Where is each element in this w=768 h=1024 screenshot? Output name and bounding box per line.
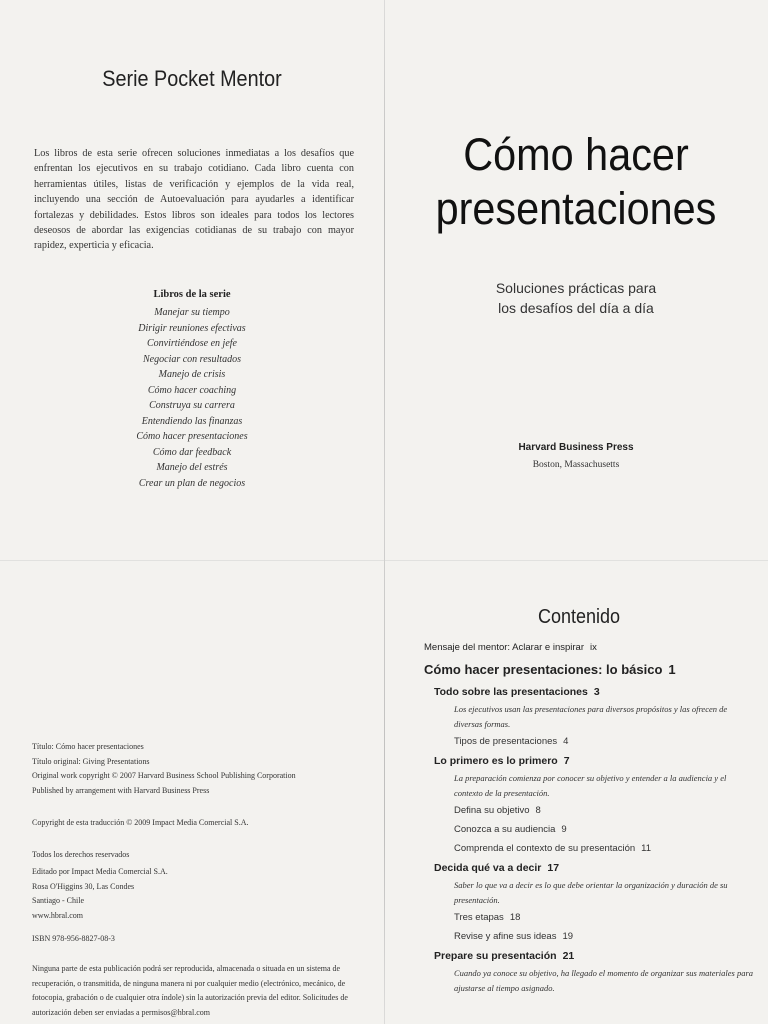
book-item: Entendiendo las finanzas [141, 415, 243, 427]
arrangement-note: Published by arrangement with Harvard Business Press [32, 785, 210, 795]
title-line: Título: Cómo hacer presentaciones [32, 742, 144, 751]
toc-section-entry [454, 843, 754, 854]
toc-entry-label: Todo sobre las presentaciones [434, 686, 588, 698]
series-page [0, 0, 384, 560]
toc-page-number: 18 [509, 912, 521, 923]
toc-section-entry [454, 736, 754, 747]
toc-entry-label: Revise y afine sus ideas [454, 931, 557, 942]
toc-page-number: 9 [561, 824, 567, 835]
book-title-line2: presentaciones [435, 183, 717, 234]
title-credits [32, 740, 362, 798]
isbn: ISBN 978-956-8827-08-3 [32, 934, 115, 943]
reproduction-notice: Ninguna parte de esta publicación podrá ser reproducida, almacenada o situada en un sistema de recuperación, o transmitida, de ninguna manera ni por cualquier medio (electrónico, mecánico, de fotocopia, grabación o de cualquier otra índole) sin la autorización previa del editor. Solicitudes de autorización deben ser enviadas a permisos@hbral.com [32, 964, 348, 1017]
toc-chapter-description: Cuando ya conoce su objetivo, ha llegado el momento de organizar sus materiales para ajustarse al tiempo asignado. [454, 968, 754, 993]
book-item: Cómo hacer presentaciones [136, 431, 248, 442]
toc-section-entry [454, 805, 754, 816]
toc-page-number: 3 [593, 686, 600, 698]
toc-entry-label: Lo primero es lo primero [434, 755, 558, 767]
book-item: Negociar con resultados [143, 353, 241, 365]
toc-chapter-entry [434, 755, 754, 767]
toc-part-entry [424, 662, 754, 677]
toc-chapter-entry [434, 686, 754, 698]
book-item: Construya su carrera [149, 400, 235, 411]
book-subtitle [384, 278, 768, 318]
toc-section-entry [454, 912, 754, 923]
toc-chapter-entry [434, 950, 754, 962]
book-item: Manejo del estrés [156, 462, 228, 473]
editor-address: Rosa O'Higgins 30, Las Condes [32, 881, 135, 891]
contents-title: Contenido [537, 606, 621, 628]
publisher-city: Boston, Massachusetts [532, 460, 620, 470]
book-title [399, 128, 752, 236]
translation-copyright-block [32, 816, 362, 831]
toc-entry-label: Cómo hacer presentaciones: lo básico [424, 662, 663, 677]
books-list [0, 305, 384, 491]
book-title-line1: Cómo hacer [463, 129, 689, 180]
toc-entry-label: Decida qué va a decir [434, 862, 542, 874]
toc-entry-label: Defina su objetivo [454, 805, 530, 816]
book-item: Manejo de crisis [158, 369, 226, 380]
editor-website: www.hbral.com [32, 910, 84, 920]
books-heading: Libros de la serie [153, 289, 231, 300]
toc-page-number: 19 [562, 931, 574, 942]
book-subtitle-line2: los desafíos del día a día [498, 300, 654, 316]
original-title: Título original: Giving Presentations [32, 756, 150, 766]
title-page [384, 0, 768, 560]
toc-entry-label: Conozca a su audiencia [454, 824, 556, 835]
toc-page-number: 11 [641, 843, 652, 854]
book-item: Cómo hacer coaching [147, 384, 237, 396]
toc-page-number: 4 [563, 736, 569, 747]
table-of-contents [424, 642, 754, 1000]
toc-section-entry [454, 824, 754, 835]
toc-page-number: 1 [668, 662, 676, 677]
editor-city: Santiago - Chile [32, 896, 84, 905]
book-item: Convirtiéndose en jefe [147, 338, 237, 349]
toc-chapter-entry [434, 862, 754, 874]
translation-copyright: Copyright de esta traducción © 2009 Impact Media Comercial S.A. [32, 818, 249, 827]
rights-block [32, 848, 362, 863]
toc-chapter-description: La preparación comienza por conocer su objetivo y entender a la audiencia y el contexto de la presentación. [454, 773, 727, 798]
book-item: Manejar su tiempo [154, 307, 230, 318]
book-item: Crear un plan de negocios [138, 477, 246, 489]
toc-entry-label: Mensaje del mentor: Aclarar e inspirar [424, 642, 584, 653]
toc-entry-label: Comprenda el contexto de su presentación [454, 843, 636, 854]
toc-chapter-description: Los ejecutivos usan las presentaciones para diversos propósitos y las ofrecen de diversas formas. [454, 704, 728, 729]
toc-entry-label: Prepare su presentación [434, 950, 557, 962]
toc-page-number: ix [590, 642, 597, 653]
series-description: Los libros de esta serie ofrecen soluciones inmediatas a los desafíos que enfrentan los ejecutivos en su trabajo cotidiano. Cada libro cuenta con herramientas útiles, listas de verificación y ejemplos de la vida real, incluyendo una sección de Autoevaluación para ayudarles a identificar fortalezas y debilidades. Estos libros son ideales para todos los lectores deseosos de abordar las exigencias cotidianas de su trabajo con mayor rapidez, expertìcia y eficacia. [34, 148, 354, 252]
toc-chapter-description: Saber lo que va a decir es lo que debe orientar la organización y duración de su presentación. [454, 880, 728, 905]
book-item: Cómo dar feedback [152, 446, 232, 458]
book-item: Dirigir reuniones efectivas [138, 322, 246, 334]
toc-page-number: 21 [562, 950, 575, 962]
series-title: Serie Pocket Mentor [102, 66, 282, 91]
toc-page-number: 8 [535, 805, 541, 816]
toc-entry-label: Tipos de presentaciones [454, 736, 558, 747]
toc-mentor-entry [424, 642, 754, 653]
edited-by: Editado por Impact Media Comercial S.A. [32, 867, 168, 876]
toc-entry-label: Tres etapas [454, 912, 504, 923]
rights-reserved: Todos los derechos reservados [32, 850, 130, 859]
original-copyright: Original work copyright © 2007 Harvard Business School Publishing Corporation [32, 771, 296, 780]
editor-block [32, 865, 362, 923]
isbn-block [32, 932, 362, 947]
contents-page [384, 560, 768, 1024]
toc-page-number: 7 [563, 755, 570, 767]
toc-page-number: 17 [547, 862, 560, 874]
publisher-name: Harvard Business Press [518, 442, 634, 453]
copyright-page [0, 560, 384, 1024]
book-subtitle-line1: Soluciones prácticas para [495, 280, 657, 296]
toc-section-entry [454, 931, 754, 942]
